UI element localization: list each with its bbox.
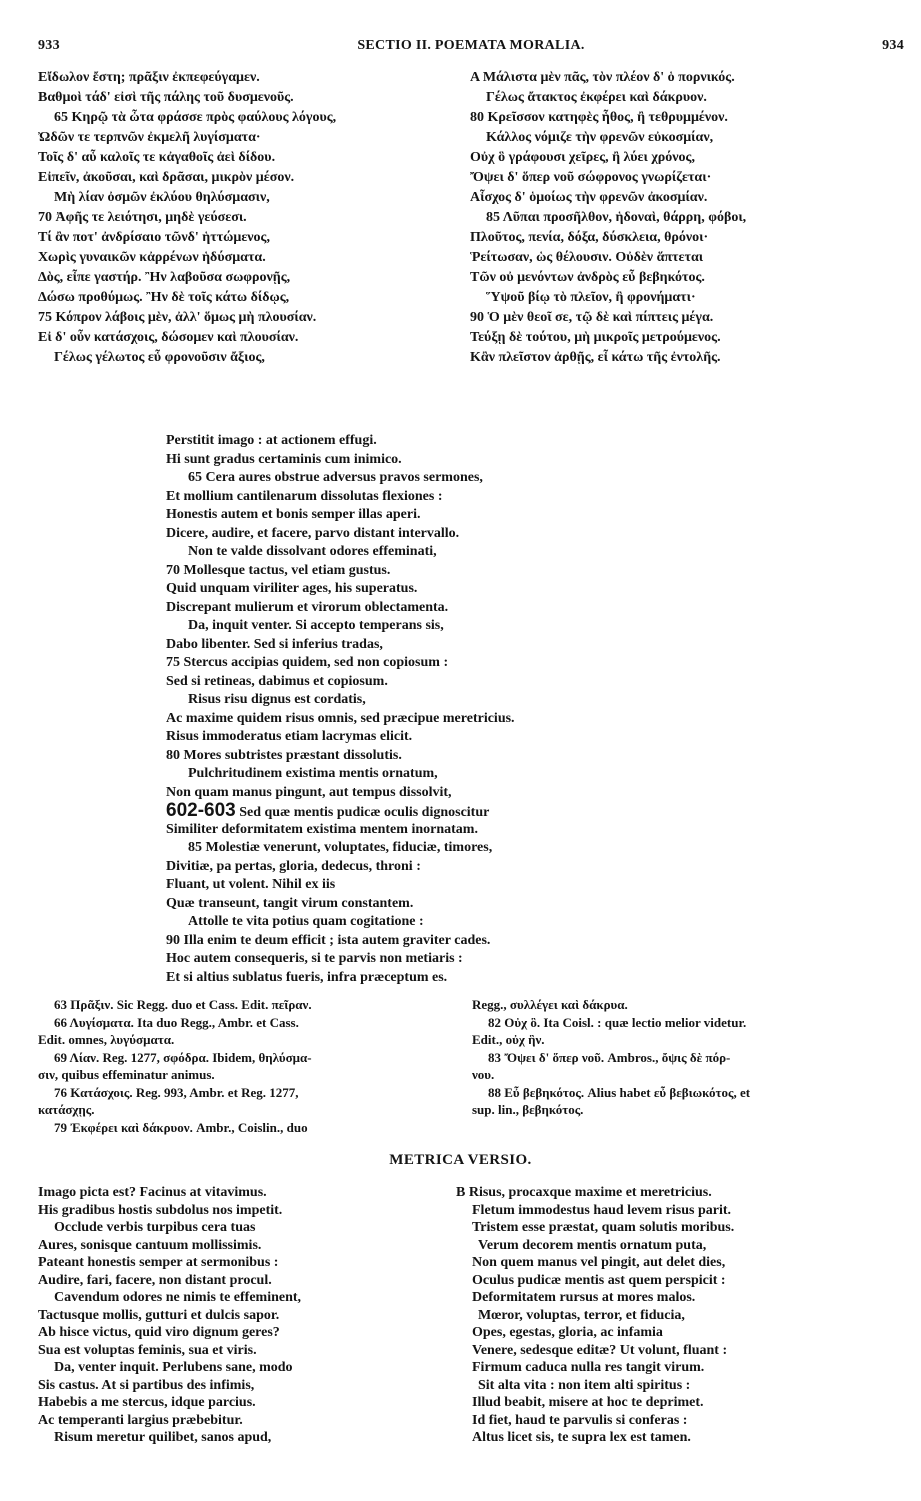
verse-line: Audire, fari, facere, non distant procul. [38,1272,272,1288]
verse-line: Fletum immodestus haud levem risus parit. [472,1202,731,1218]
latin-line: 80 Mores subtristes præstant dissolutis. [166,747,402,763]
greek-line: 65 Κηρῷ τὰ ὦτα φράσσε πρὸς φαύλους λόγους, [54,110,337,125]
latin-line: Et mollium cantilenarum dissolutas flexiones : [166,488,443,504]
greek-line: Τί ἂν ποτ' ἀνδρίσαιο τῶνδ' ἡττώμενος, [38,230,270,245]
verse-line: Tactusque mollis, gutturi et dulcis sapor. [38,1307,280,1323]
greek-line: Πλοῦτος, πενία, δόξα, δύσκλεια, θρόνοι· [470,230,709,245]
verse-line: Pateant honestis semper at sermonibus : [38,1255,279,1270]
greek-line: 75 Κόπρον λάβοις μὲν, ἀλλ' ὅμως μὴ πλουσίαν. [38,310,317,325]
greek-line: Τεύξῃ δὲ τούτου, μὴ μικροῖς μετρούμενος. [470,330,721,345]
greek-line: Δώσω προθύμως. Ἢν δὲ τοῖς κάτω δίδῳς, [38,290,290,305]
verse-line: Habebis a me stercus, idque parcius. [38,1395,256,1410]
verse-line: Opes, egestas, gloria, ac infamia [472,1325,663,1340]
verse-line: Firmum caduca nulla res tangit virum. [472,1360,705,1375]
greek-line: Μὴ λίαν ὀσμῶν ἐκλύου θηλύσμασιν, [54,190,270,205]
greek-line: 80 Κρεῖσσον κατηφὲς ἦθος, ἢ τεθρυμμένον. [470,110,728,125]
latin-line: Quæ transeunt, tangit virum constantem. [166,895,414,911]
verse-line: Altus licet sis, te supra lex est tamen. [472,1430,691,1445]
section-heading: METRICA VERSIO. [389,1152,532,1168]
latin-line: Similiter deformitatem existima mentem inornatam. [166,821,478,837]
metrical-version-left [38,1184,458,1447]
latin-line: Non quam manus pingunt, aut tempus dissolvit, [166,784,452,800]
footnote-line: σιν, quibus effeminatur animus. [38,1067,215,1082]
footnote-line: Regg., συλλέγει καὶ δάκρυα. [472,997,628,1012]
verse-line: Occlude verbis turpibus cera tuas [54,1220,256,1235]
latin-line: 75 Stercus accipias quidem, sed non copiosum : [166,655,449,670]
latin-line: Dicere, audire, et facere, parvo distant intervallo. [166,525,460,541]
latin-line: Perstitit imago : at actionem effugi. [166,433,377,448]
footnote-line: 66 Λυγίσματα. Ita duo Regg., Ambr. et Cass. [54,1014,299,1030]
verse-line: Illud beabit, misere at hoc te deprimet. [472,1395,704,1410]
latin-line: Hoc autem consequeris, si te parvis non metiaris : [166,951,463,966]
verse-line: Sua est voluptas feminis, sua et viris. [38,1342,257,1358]
latin-line: 65 Cera aures obstrue adversus pravos sermones, [188,470,483,485]
verse-line: Sis castus. At si partibus des infimis, [38,1377,255,1393]
latin-line: Ac maxime quidem risus omnis, sed præcipue meretricius. [166,710,515,726]
verse-line: Ac temperanti largius præbebitur. [38,1412,243,1428]
latin-translation [166,432,766,987]
greek-line: Εἰ δ' οὖν κατάσχοις, δώσομεν καὶ πλουσίαν. [38,330,299,345]
greek-line: 70 Ἀφῆς τε λειότησι, μηδὲ γεύσεσι. [38,210,247,225]
latin-line: Discrepant mulierum et virorum oblectamenta. [166,599,449,615]
greek-line: Βαθμοὶ τάδ' εἰσὶ τῆς πάλης τοῦ δυσμενοῦς. [38,90,294,105]
footnote-line: sup. lin., βεβηκότος. [472,1102,584,1117]
latin-line: Attolle te vita potius quam cogitatione : [188,914,424,929]
verse-line: Da, venter inquit. Perlubens sane, modo [54,1360,293,1375]
greek-line: Αἶσχος δ' ὁμοίως τὴν φρενῶν ἀκοσμίαν. [470,190,708,205]
greek-text-left-column [38,68,462,368]
latin-line: 70 Mollesque tactus, vel etiam gustus. [166,562,391,578]
footnote-line: κατάσχῃς. [38,1102,95,1117]
latin-line: Sed si retineas, dabimus et copiosum. [166,673,388,689]
verse-line: Aures, sonisque cantuum mollissimis. [38,1237,262,1253]
latin-line: Dabo libenter. Sed si inferius tradas, [166,636,383,652]
greek-line: Οὐχ ὃ γράφουσι χεῖρες, ἢ λύει χρόνος, [470,150,695,165]
greek-line: 85 Λῦπαι προσῆλθον, ἡδοναὶ, θάρρη, φόβοι, [486,210,747,225]
latin-line: Pulchritudinem existima mentis ornatum, [188,766,438,781]
greek-line: Ὄψει δ' ὅπερ νοῦ σώφρονος γνωρίζεται· [470,170,712,185]
verse-line: Sit alta vita : non item alti spiritus : [478,1377,691,1393]
verse-line: His gradibus hostis subdolus nos impetit. [38,1202,283,1218]
greek-line: Κάλλος νόμιζε τὴν φρενῶν εὐκοσμίαν, [486,130,714,145]
footnote-line: 69 Λίαν. Reg. 1277, σφόδρα. Ibidem, θηλύσμα- [54,1049,312,1065]
greek-line: Εἰπεῖν, ἀκοῦσαι, καὶ δρᾶσαι, μικρὸν μέσον. [38,170,295,185]
page-header [38,38,904,60]
greek-line: Τοῖς δ' αὖ καλοῖς τε κἀγαθοῖς ἀεὶ δίδου. [38,150,276,165]
verse-line: Ab hisce victus, quid viro dignum geres? [38,1325,280,1340]
latin-line: 85 Molestiæ venerunt, voluptates, fiduciæ, timores, [188,840,493,855]
greek-line: Ὠδῶν τε τερπνῶν ἐκμελῆ λυγίσματα· [38,130,261,145]
footnote-line: Edit. omnes, λυγύσματα. [38,1032,175,1047]
latin-line: Sed quæ mentis pudicæ oculis dignoscitur [239,805,490,820]
greek-line: Τῶν οὐ μενόντων ἀνδρὸς εὖ βεβηκότος. [470,270,705,285]
verse-line: Id fiet, haud te parvulis si conferas : [472,1412,688,1428]
column-marker: 602-603 [166,802,236,821]
verse-line: Imago picta est? Facinus at vitavimus. [38,1185,267,1200]
latin-line: Risus immoderatus etiam lacrymas elicit. [166,729,413,744]
verse-line: Cavendum odores ne nimis te effeminent, [54,1290,302,1305]
page-number-left: 933 [38,38,60,53]
greek-line: Κἂν πλεῖστον ἀρθῇς, εἶ κάτω τῆς ἐντολῆς. [470,350,721,365]
latin-line: Fluant, ut volent. Nihil ex iis [166,877,336,892]
greek-line: Δὸς, εἶπε γαστήρ. Ἢν λαβοῦσα σωφρονῇς, [38,270,291,285]
greek-line: Ῥείτωσαν, ὡς θέλουσιν. Οὐδὲν ἅπτεται [470,250,704,265]
latin-line: Honestis autem et bonis semper illas aperi. [166,507,421,522]
greek-line: A Μάλιστα μὲν πᾶς, τὸν πλέον δ' ὁ πορνικός. [470,70,735,85]
greek-line: Εἴδωλον ἔστη; πρᾶξιν ἐκπεφεύγαμεν. [38,70,260,85]
latin-line: Divitiæ, pa pertas, gloria, dedecus, throni : [166,858,421,874]
footnote-line: 76 Κατάσχοις. Reg. 993, Ambr. et Reg. 1277, [54,1084,299,1100]
latin-line: Hi sunt gradus certaminis cum inimico. [166,451,402,467]
footnote-line: 63 Πρᾶξιν. Sic Regg. duo et Cass. Edit. πεῖραν. [54,997,312,1012]
verse-line: Oculus pudicæ mentis ast quem perspicit : [472,1272,726,1288]
footnote-line: 88 Εὖ βεβηκότος. Alius habet εὖ βεβιωκότος, et [488,1084,751,1100]
latin-line: Da, inquit venter. Si accepto temperans sis, [188,618,444,633]
verse-line: B Risus, procaxque maxime et meretricius. [456,1185,712,1200]
latin-line: Quid unquam viriliter ages, his superatus. [166,581,418,596]
verse-line: Risum meretur quilibet, sanos apud, [54,1430,272,1445]
footnote-line: 79 Ἐκφέρει καὶ δάκρυον. Ambr., Coislin., duo [54,1119,308,1135]
latin-line: Et si altius sublatus fueris, infra præceptum es. [166,969,448,985]
footnotes-left [38,996,458,1136]
greek-line: Ὕψοῦ βίῳ τὸ πλεῖον, ἢ φρονήματι· [486,290,696,305]
greek-line: Γέλως γέλωτος εὖ φρονοῦσιν ἄξιος, [54,350,265,365]
greek-text-right-column [470,68,890,368]
footnotes-right [472,996,892,1119]
footnote-line: νου. [472,1067,495,1082]
greek-line: Γέλως ἄτακτος ἐκφέρει καὶ δάκρυον. [486,90,707,105]
verse-line: Deformitatem rursus at mores malos. [472,1290,696,1305]
page-number-right: 934 [882,38,904,53]
greek-line: Χωρὶς γυναικῶν κἀρρένων ἡδύσματα. [38,250,266,265]
verse-line: Mœror, voluptas, terror, et fiducia, [478,1307,685,1323]
verse-line: Non quem manus vel pingit, aut delet dies, [472,1255,726,1270]
latin-line: Non te valde dissolvant odores effeminati, [188,544,437,559]
latin-line: 90 Illa enim te deum efficit ; ista autem graviter cades. [166,932,491,948]
verse-line: Venere, sedesque editæ? Ut volunt, fluant : [472,1342,728,1358]
footnote-line: Edit., οὐχ ἣν. [472,1032,545,1047]
running-title: SECTIO II. POEMATA MORALIA. [357,38,585,53]
footnote-line: 82 Οὐχ ὃ. Ita Coisl. : quæ lectio melior videtur. [488,1014,747,1030]
greek-line: 90 Ὁ μὲν θεοῖ σε, τῷ δὲ καὶ πίπτεις μέγα. [470,310,714,325]
verse-line: Tristem esse præstat, quam solutis moribus. [472,1220,735,1235]
latin-line-with-marker [166,802,766,821]
verse-line: Verum decorem mentis ornatum puta, [478,1237,707,1253]
footnote-line: 83 Ὄψει δ' ὅπερ νοῦ. Ambros., ὄψις δὲ πόρ- [488,1049,731,1065]
latin-line: Risus risu dignus est cordatis, [188,692,366,707]
metrical-version-right [456,1184,896,1447]
